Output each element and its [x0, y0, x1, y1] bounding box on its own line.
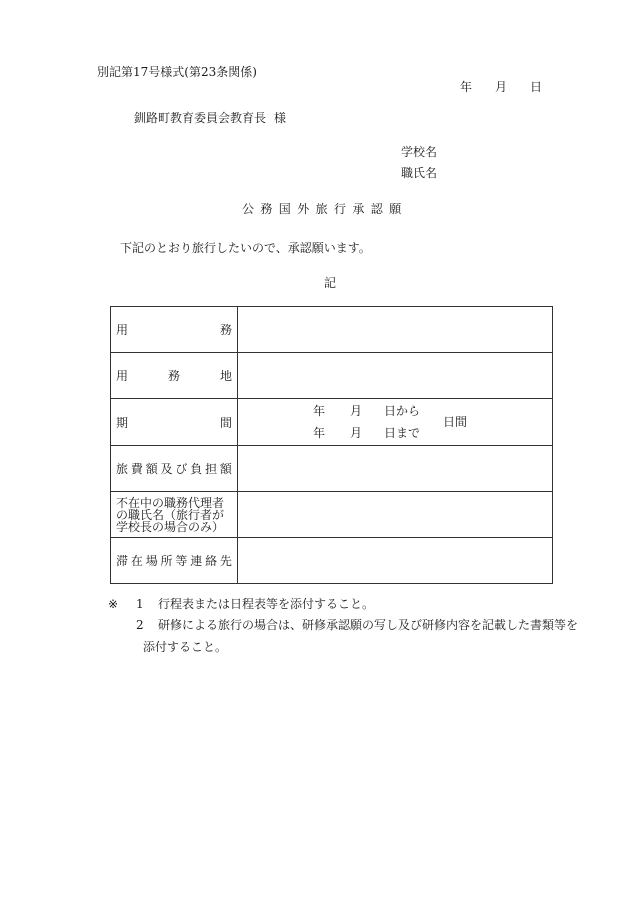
period-to-day: 日まで	[384, 426, 421, 440]
label-purpose: 用 務	[111, 307, 238, 353]
period-from-month: 月	[350, 404, 363, 418]
value-deputy[interactable]	[238, 492, 553, 538]
addressee-suffix: 様	[274, 111, 287, 125]
value-purpose[interactable]	[238, 307, 553, 353]
row-deputy	[111, 492, 553, 538]
note-1-text: 行程表または日程表等を添付すること。	[158, 597, 375, 611]
position-name-label: 職氏名	[401, 166, 438, 180]
row-contact	[111, 538, 553, 584]
note-1-number: 1	[136, 597, 144, 611]
row-purpose	[111, 307, 553, 353]
row-destination	[111, 353, 553, 399]
value-period[interactable]	[238, 399, 553, 446]
label-deputy: 不在中の職務代理者の職氏名（旅行者が学校長の場合のみ）	[111, 492, 238, 538]
form-reference: 別記第17号様式(第23条関係)	[97, 65, 257, 79]
date-day-label: 日	[530, 80, 543, 94]
period-days: 日間	[443, 415, 468, 429]
note-2-text: 研修による旅行の場合は、研修承認願の写し及び研修内容を記載した書類等を	[158, 618, 579, 632]
label-contact: 滞 在 場 所 等 連 絡 先	[111, 538, 238, 584]
school-name-label: 学校名	[401, 145, 438, 159]
note-2-number: 2	[136, 618, 144, 632]
period-from-day: 日から	[384, 404, 421, 418]
period-from-year: 年	[313, 404, 326, 418]
period-to-year: 年	[313, 426, 326, 440]
notes-mark: ※	[108, 597, 119, 611]
row-period	[111, 399, 553, 446]
ki-heading: 記	[324, 276, 337, 290]
application-table	[110, 306, 553, 584]
addressee: 釧路町教育委員会教育長	[134, 111, 267, 125]
value-expenses[interactable]	[238, 446, 553, 492]
period-to-month: 月	[350, 426, 363, 440]
document-title: 公務国外旅行承認願	[242, 202, 408, 216]
row-expenses	[111, 446, 553, 492]
date-year-label: 年	[460, 80, 473, 94]
date-month-label: 月	[495, 80, 508, 94]
note-2-continuation: 添付すること。	[143, 640, 228, 654]
value-contact[interactable]	[238, 538, 553, 584]
value-destination[interactable]	[238, 353, 553, 399]
intro-text: 下記のとおり旅行したいので、承認願います。	[120, 241, 371, 255]
label-period: 期 間	[111, 399, 238, 446]
label-destination: 用 務 地	[111, 353, 238, 399]
label-expenses: 旅 費 額 及 び 負 担 額	[111, 446, 238, 492]
